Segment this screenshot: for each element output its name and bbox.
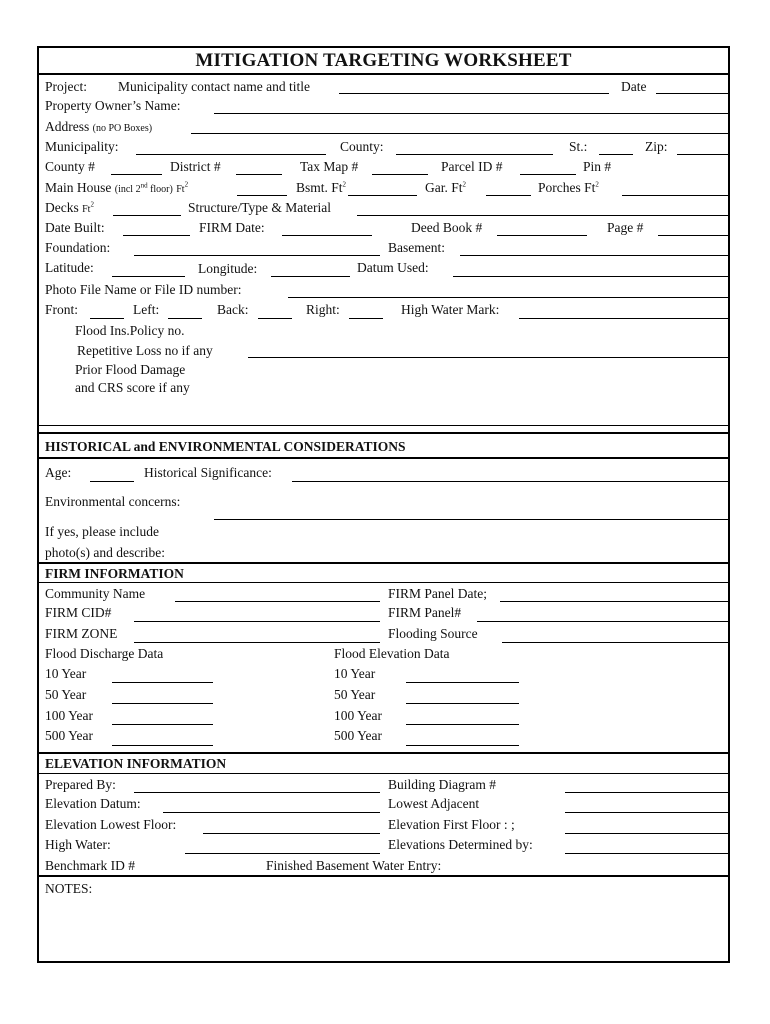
- zip-label: Zip:: [645, 139, 668, 154]
- address-label: Address (no PO Boxes): [45, 119, 153, 134]
- porches-field[interactable]: [622, 195, 728, 196]
- address-field[interactable]: [191, 133, 728, 134]
- parcel-field[interactable]: [520, 174, 576, 175]
- left-label: Left:: [133, 302, 160, 317]
- ifyes-label-1: If yes, please include: [45, 524, 159, 539]
- elevation-50yr-field[interactable]: [406, 703, 519, 704]
- left-field[interactable]: [168, 318, 202, 319]
- main-house-field[interactable]: [237, 195, 287, 196]
- discharge-10yr-field[interactable]: [112, 682, 213, 683]
- repetitive-loss-label: Repetitive Loss no if any: [77, 343, 213, 358]
- zip-field[interactable]: [677, 154, 728, 155]
- decks-label: Decks Ft$^2$: [45, 200, 94, 215]
- firm-panel-date-field[interactable]: [500, 601, 728, 602]
- structure-field[interactable]: [357, 215, 728, 216]
- elevation-datum-label: Elevation Datum:: [45, 796, 141, 811]
- firm-panel-field[interactable]: [477, 621, 728, 622]
- firm-cid-label: FIRM CID#: [45, 605, 112, 620]
- municipality-field[interactable]: [136, 154, 326, 155]
- discharge-50yr-field[interactable]: [112, 703, 213, 704]
- elevation-heading: ELEVATION INFORMATION: [45, 756, 227, 771]
- contact-field[interactable]: [339, 93, 609, 94]
- environmental-field[interactable]: [214, 519, 728, 520]
- historical-significance-label: Historical Significance:: [144, 465, 272, 480]
- st-field[interactable]: [599, 154, 633, 155]
- structure-label: Structure/Type & Material: [188, 200, 332, 215]
- firm-divider: [37, 562, 730, 564]
- building-diagram-field[interactable]: [565, 792, 728, 793]
- front-label: Front:: [45, 302, 79, 317]
- photo-field[interactable]: [288, 297, 728, 298]
- flooding-source-label: Flooding Source: [388, 626, 478, 641]
- elevation-divider: [37, 752, 730, 754]
- discharge-data-label: Flood Discharge Data: [45, 646, 164, 661]
- lowest-adjacent-field[interactable]: [565, 812, 728, 813]
- bsmt-label: Bsmt. Ft$^2$: [296, 180, 347, 195]
- elevations-determined-label: Elevations Determined by:: [388, 837, 533, 852]
- page-number-label: Page #: [607, 220, 644, 235]
- prepared-by-field[interactable]: [134, 792, 380, 793]
- parcel-label: Parcel ID #: [441, 159, 503, 174]
- deed-book-label: Deed Book #: [411, 220, 483, 235]
- firm-zone-label: FIRM ZONE: [45, 626, 118, 641]
- right-field[interactable]: [349, 318, 383, 319]
- longitude-label: Longitude:: [198, 261, 258, 276]
- flood-info-field[interactable]: [248, 357, 728, 358]
- deed-book-field[interactable]: [497, 235, 587, 236]
- municipality-label: Municipality:: [45, 139, 119, 154]
- environmental-label: Environmental concerns:: [45, 494, 181, 509]
- age-label: Age:: [45, 465, 72, 480]
- firm-date-label: FIRM Date:: [199, 220, 265, 235]
- date-field[interactable]: [656, 93, 728, 94]
- lowest-adjacent-label: Lowest Adjacent: [388, 796, 480, 811]
- flood-policy-label: Flood Ins.Policy no.: [75, 323, 185, 338]
- elevation-100yr-label: 100 Year: [334, 708, 383, 723]
- page-title: MITIGATION TARGETING WORKSHEET: [195, 50, 572, 71]
- county-label: County:: [340, 139, 384, 154]
- basement-label: Basement:: [388, 240, 445, 255]
- latitude-label: Latitude:: [45, 260, 94, 275]
- photo-label: Photo File Name or File ID number:: [45, 282, 242, 297]
- prepared-by-label: Prepared By:: [45, 777, 116, 792]
- contact-label: Municipality contact name and title: [118, 79, 310, 94]
- elevations-determined-field[interactable]: [565, 853, 728, 854]
- notes-area[interactable]: [40, 898, 726, 958]
- age-field[interactable]: [90, 481, 134, 482]
- firm-heading: FIRM INFORMATION: [45, 566, 184, 581]
- basement-field[interactable]: [460, 255, 728, 256]
- prior-damage-label: Prior Flood Damage: [75, 362, 186, 377]
- gar-field[interactable]: [486, 195, 531, 196]
- firm-panel-label: FIRM Panel#: [388, 605, 462, 620]
- historical-divider: [37, 432, 730, 434]
- community-name-field[interactable]: [175, 601, 380, 602]
- high-water-label: High Water:: [45, 837, 111, 852]
- date-built-field[interactable]: [123, 235, 190, 236]
- taxmap-field[interactable]: [372, 174, 428, 175]
- district-field[interactable]: [236, 174, 282, 175]
- bsmt-field[interactable]: [348, 195, 417, 196]
- porches-label: Porches Ft$^2$: [538, 180, 599, 195]
- project-label: Project:: [45, 79, 87, 94]
- elevation-500yr-field[interactable]: [406, 745, 519, 746]
- elevation-500yr-label: 500 Year: [334, 728, 383, 743]
- foundation-field[interactable]: [134, 255, 380, 256]
- back-field[interactable]: [258, 318, 292, 319]
- datum-field[interactable]: [453, 276, 728, 277]
- discharge-100yr-field[interactable]: [112, 724, 213, 725]
- firm-heading-divider: [37, 582, 730, 583]
- date-built-label: Date Built:: [45, 220, 105, 235]
- page-number-field[interactable]: [658, 235, 728, 236]
- first-floor-label: Elevation First Floor : ;: [388, 817, 515, 832]
- elevation-10yr-field[interactable]: [406, 682, 519, 683]
- owner-label: Property Owner’s Name:: [45, 98, 181, 113]
- foundation-label: Foundation:: [45, 240, 111, 255]
- discharge-100yr-label: 100 Year: [45, 708, 94, 723]
- elevation-50yr-label: 50 Year: [334, 687, 376, 702]
- high-water-field[interactable]: [185, 853, 380, 854]
- firm-cid-field[interactable]: [134, 621, 380, 622]
- historical-significance-field[interactable]: [292, 481, 728, 482]
- main-house-label: Main House (incl 2nd floor) Ft$^2$: [45, 180, 189, 195]
- pin-label: Pin #: [583, 159, 612, 174]
- elevation-datum-field[interactable]: [163, 812, 380, 813]
- st-label: St.:: [569, 139, 588, 154]
- datum-label: Datum Used:: [357, 260, 429, 275]
- decks-field[interactable]: [113, 215, 181, 216]
- owner-field[interactable]: [214, 113, 728, 114]
- community-name-label: Community Name: [45, 586, 146, 601]
- high-water-mark-label: High Water Mark:: [401, 302, 500, 317]
- basement-water-entry-label: Finished Basement Water Entry:: [266, 858, 442, 873]
- elevation-100yr-field[interactable]: [406, 724, 519, 725]
- gar-label: Gar. Ft$^2$: [425, 180, 467, 195]
- discharge-10yr-label: 10 Year: [45, 666, 87, 681]
- high-water-mark-field[interactable]: [519, 318, 728, 319]
- date-label: Date: [621, 79, 647, 94]
- latitude-field[interactable]: [112, 276, 185, 277]
- notes-divider: [37, 875, 730, 877]
- longitude-field[interactable]: [271, 276, 350, 277]
- crs-score-label: and CRS score if any: [75, 380, 190, 395]
- district-label: District #: [170, 159, 221, 174]
- elevation-10yr-label: 10 Year: [334, 666, 376, 681]
- county-number-field[interactable]: [111, 174, 162, 175]
- first-floor-field[interactable]: [565, 833, 728, 834]
- right-label: Right:: [306, 302, 340, 317]
- historical-heading: HISTORICAL and ENVIRONMENTAL CONSIDERATIONS: [45, 439, 406, 454]
- flooding-source-field[interactable]: [502, 642, 728, 643]
- lowest-floor-field[interactable]: [203, 833, 380, 834]
- back-label: Back:: [217, 302, 249, 317]
- county-field[interactable]: [396, 154, 553, 155]
- discharge-500yr-field[interactable]: [112, 745, 213, 746]
- building-diagram-label: Building Diagram #: [388, 777, 496, 792]
- benchmark-id-label: Benchmark ID #: [45, 858, 135, 873]
- ifyes-label-2: photo(s) and describe:: [45, 545, 165, 560]
- historical-heading-divider: [37, 457, 730, 459]
- firm-panel-date-label: FIRM Panel Date;: [388, 586, 487, 601]
- front-field[interactable]: [90, 318, 124, 319]
- elevation-data-label: Flood Elevation Data: [334, 646, 450, 661]
- notes-label: NOTES:: [45, 881, 93, 896]
- elevation-heading-divider: [37, 773, 730, 774]
- firm-date-field[interactable]: [282, 235, 372, 236]
- firm-zone-field[interactable]: [134, 642, 380, 643]
- discharge-50yr-label: 50 Year: [45, 687, 87, 702]
- discharge-500yr-label: 500 Year: [45, 728, 94, 743]
- taxmap-label: Tax Map #: [300, 159, 359, 174]
- lowest-floor-label: Elevation Lowest Floor:: [45, 817, 177, 832]
- flood-info-bottom-line: [37, 425, 730, 426]
- county-number-label: County #: [45, 159, 95, 174]
- title-divider: [37, 73, 730, 75]
